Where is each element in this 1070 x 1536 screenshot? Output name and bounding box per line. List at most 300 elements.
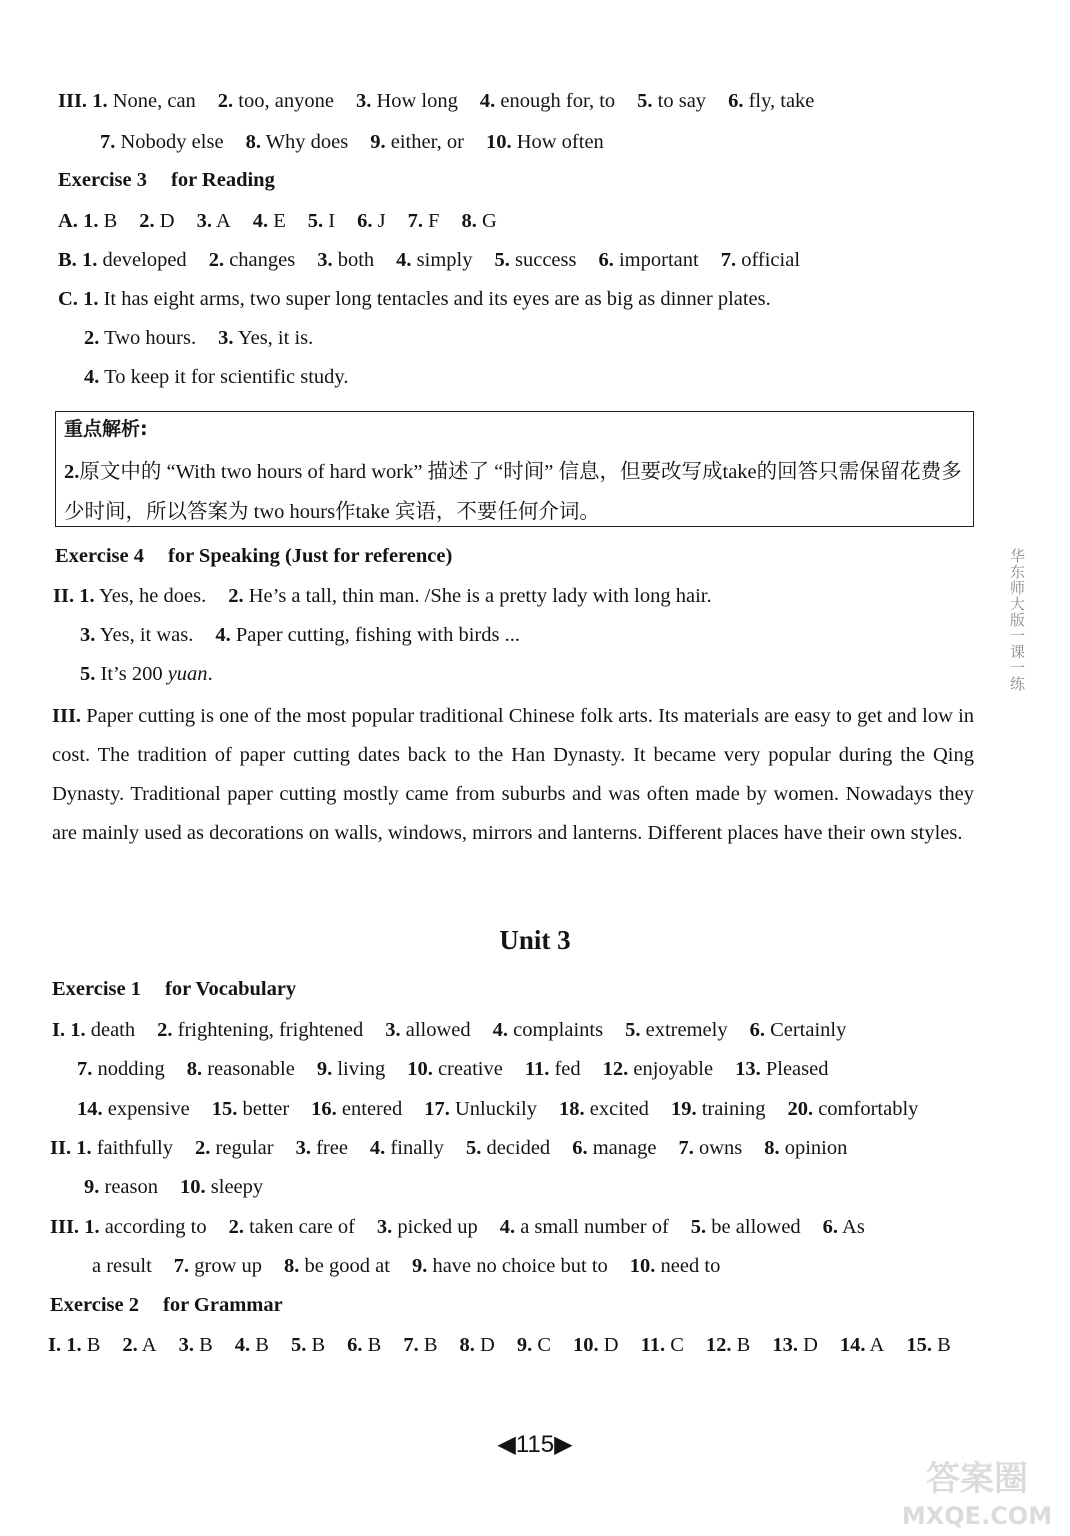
answer-text: too, anyone <box>238 90 334 112</box>
answer-text: Yes, it is. <box>237 327 314 349</box>
answer-text: changes <box>229 249 296 271</box>
answer-text: He’s a tall, thin man. /She is a pretty lady with long hair. <box>248 585 712 607</box>
item-number: 5. <box>494 249 510 271</box>
watermark-line-2: MXQE.COM <box>901 1502 1053 1530</box>
answer-item <box>197 208 231 234</box>
answer-line <box>58 286 771 312</box>
answer-line <box>77 1056 828 1082</box>
exercise-heading <box>55 543 452 569</box>
speaking-answer-5 <box>80 661 213 687</box>
key-analysis-box <box>55 411 974 527</box>
item-number: 6. <box>728 90 744 112</box>
answer-line <box>84 325 313 351</box>
answer-item <box>84 364 348 390</box>
item-number: 2. <box>195 1137 211 1159</box>
answer-text: excited <box>589 1098 649 1120</box>
answer-text: sleepy <box>210 1176 264 1198</box>
speaking-paragraph <box>52 697 974 853</box>
answer-line <box>77 1096 918 1122</box>
answer-line <box>48 1332 951 1358</box>
answer-item <box>357 208 385 234</box>
answer-text: opinion <box>784 1137 848 1159</box>
answer-text: B <box>311 1334 326 1356</box>
answer-text: Pleased <box>765 1058 829 1080</box>
item-number: 7. <box>678 1137 694 1159</box>
answer-text: according to <box>104 1216 207 1238</box>
item-number: 9. <box>84 1176 100 1198</box>
answer-item <box>246 129 349 155</box>
item-number: 2. <box>228 585 244 607</box>
answer-line <box>80 622 520 648</box>
item-number: 11. <box>524 1058 550 1080</box>
item-number: 8. <box>461 210 477 232</box>
answer-text: manage <box>592 1137 657 1159</box>
answer-text: J <box>377 210 386 232</box>
item-number: 2. <box>122 1334 138 1356</box>
answer-text: regular <box>215 1137 274 1159</box>
item-number: 7. <box>173 1255 190 1277</box>
answer-item <box>603 1056 713 1082</box>
answer-text: A <box>215 210 231 232</box>
item-number: 8. <box>284 1255 300 1277</box>
item-number: 4. <box>369 1137 386 1159</box>
answer-item <box>572 1135 656 1161</box>
answer-item <box>573 1332 619 1358</box>
item-number: 16. <box>311 1098 337 1120</box>
answer-line <box>58 247 800 273</box>
item-number: 3. <box>196 210 212 232</box>
answer-text: be good at <box>304 1255 390 1277</box>
answer-item <box>728 88 814 114</box>
answer-item <box>462 208 497 234</box>
answer-item <box>691 1214 801 1240</box>
answer-item <box>500 1214 669 1240</box>
answer-text: death <box>90 1019 136 1041</box>
exercise-number: Exercise 3 <box>58 169 147 191</box>
item-number: 1. <box>81 249 98 271</box>
item-number: 4. <box>84 366 100 388</box>
item-number: 4. <box>252 210 269 232</box>
answer-text: A <box>869 1334 885 1356</box>
answer-line <box>58 88 814 114</box>
item-number: 5. <box>625 1019 641 1041</box>
watermark-line-1: 答案圈 <box>926 1459 1028 1499</box>
item-number: 3. <box>317 249 333 271</box>
answer-text: both <box>337 249 375 271</box>
answer-item <box>823 1214 865 1240</box>
answer-item <box>750 1017 847 1043</box>
answer-text: Yes, it was. <box>99 624 194 646</box>
item-number: 10. <box>573 1334 599 1356</box>
item-number: 3. <box>80 624 96 646</box>
answer-text: B <box>736 1334 751 1356</box>
answer-item <box>58 88 196 114</box>
answer-item <box>317 1056 385 1082</box>
answer-text: allowed <box>405 1019 471 1041</box>
answer-item <box>180 1174 263 1200</box>
answer-text: A <box>141 1334 157 1356</box>
answer-line <box>52 1017 846 1043</box>
answer-item <box>100 129 224 155</box>
answer-item <box>187 1056 295 1082</box>
answer-text: To keep it for scientific study. <box>104 366 349 388</box>
item-number: 12. <box>705 1334 732 1356</box>
answer-text: B <box>199 1334 213 1356</box>
item-number: 1. <box>70 1019 86 1041</box>
answer-text: to say <box>657 90 707 112</box>
answer-text: finally <box>390 1137 444 1159</box>
item-number: 5. <box>465 1137 482 1159</box>
answer-line <box>84 364 348 390</box>
item-number: 4. <box>499 1216 516 1238</box>
item-number: 19. <box>670 1098 697 1120</box>
answer-text: a small number of <box>520 1216 669 1238</box>
item-number: 3. <box>385 1019 401 1041</box>
answer-text: Unluckily <box>454 1098 537 1120</box>
answer-text: I <box>328 210 336 232</box>
item-number: 2. <box>84 327 100 349</box>
answer-item <box>525 1056 581 1082</box>
answer-text: complaints <box>513 1019 604 1041</box>
analysis-body <box>64 452 964 532</box>
answer-text: B <box>937 1334 951 1356</box>
item-number: 9. <box>316 1058 333 1080</box>
answer-item <box>50 1214 207 1240</box>
item-number: 15. <box>211 1098 238 1120</box>
answer-text: D <box>159 210 175 232</box>
answer-line <box>53 583 712 609</box>
answer-text: owns <box>698 1137 743 1159</box>
item-number: 3. <box>218 327 234 349</box>
item-number: 2. <box>228 1216 244 1238</box>
answer-item <box>377 1214 478 1240</box>
answer-item <box>625 1017 727 1043</box>
item-number: 7. <box>720 249 737 271</box>
answer-text: It has eight arms, two super long tentacles and its eyes are as big as dinner plates. <box>103 288 771 310</box>
answer-text: B <box>423 1334 438 1356</box>
item-number: 4. <box>479 90 496 112</box>
analysis-title: 重点解析: <box>64 418 148 440</box>
item-number: 5. <box>637 90 653 112</box>
answer-item <box>48 1332 100 1358</box>
answer-item <box>84 1174 158 1200</box>
answer-item <box>493 1017 603 1043</box>
answer-item <box>370 129 464 155</box>
answer-item <box>706 1332 750 1358</box>
answer-text: D <box>803 1334 818 1356</box>
answer-item <box>637 88 706 114</box>
answer-item <box>58 208 117 234</box>
answer-item <box>347 1332 381 1358</box>
answer-item <box>412 1253 608 1279</box>
item-number: 2. <box>64 461 80 483</box>
answer-item <box>906 1332 950 1358</box>
item-number: 2. <box>139 210 155 232</box>
answer-text: free <box>316 1137 348 1159</box>
answer-text: Yes, he does. <box>98 585 207 607</box>
answer-text: success <box>515 249 577 271</box>
answer-item <box>424 1096 537 1122</box>
item-number: 9. <box>411 1255 428 1277</box>
answer-line <box>50 1214 865 1240</box>
answer-item <box>385 1017 470 1043</box>
item-number: 5. <box>80 663 96 685</box>
item-number: 4. <box>396 249 412 271</box>
answer-text: Why does <box>265 131 349 153</box>
item-number: 17. <box>424 1098 450 1120</box>
item-number: 1. <box>83 210 99 232</box>
answer-item <box>296 1135 348 1161</box>
answer-item <box>772 1332 818 1358</box>
answer-item <box>122 1332 156 1358</box>
answer-item <box>403 1332 437 1358</box>
section-label: III. <box>50 1216 80 1238</box>
answer-line <box>84 1174 263 1200</box>
item-number: 2. <box>217 90 234 112</box>
answer-item <box>460 1332 495 1358</box>
answer-item <box>764 1135 847 1161</box>
answer-item <box>212 1096 289 1122</box>
answer-item <box>559 1096 649 1122</box>
answer-line <box>58 208 497 234</box>
item-number: 1. <box>83 288 99 310</box>
answer-item <box>229 1214 355 1240</box>
side-series-label: 华东师大版一课一练 <box>1008 548 1026 692</box>
answer-item <box>641 1332 684 1358</box>
item-number: 8. <box>245 131 261 153</box>
item-number: 8. <box>764 1137 780 1159</box>
item-number: 11. <box>640 1334 666 1356</box>
item-number: 2. <box>157 1019 173 1041</box>
answer-item <box>517 1332 551 1358</box>
arrow-left-icon: ◀ <box>497 1431 516 1458</box>
answer-item <box>308 208 335 234</box>
answer-text: D <box>603 1334 619 1356</box>
section-label: I. <box>52 1019 66 1041</box>
item-number: 10. <box>485 131 512 153</box>
answer-item <box>58 286 771 312</box>
item-number: 3. <box>178 1334 194 1356</box>
answer-item <box>157 1017 363 1043</box>
answer-text: faithfully <box>96 1137 174 1159</box>
answer-text: either, or <box>390 131 464 153</box>
answer-text: reason <box>104 1176 159 1198</box>
section-label: III. <box>52 705 82 727</box>
item-number: 7. <box>407 210 423 232</box>
item-number: 9. <box>516 1334 533 1356</box>
answer-item <box>228 583 711 609</box>
item-number: 10. <box>407 1058 433 1080</box>
item-number: 6. <box>347 1334 363 1356</box>
item-number: 9. <box>370 131 386 153</box>
item-number: 10. <box>180 1176 206 1198</box>
answer-text: frightening, frightened <box>177 1019 364 1041</box>
answer-item <box>92 1253 152 1279</box>
item-number: 7. <box>100 131 116 153</box>
arrow-right-icon: ▶ <box>554 1431 573 1458</box>
item-number: 12. <box>602 1058 629 1080</box>
answer-text: reasonable <box>207 1058 295 1080</box>
answer-text: D <box>480 1334 495 1356</box>
section-label: II. <box>53 585 75 607</box>
answer-item <box>218 88 334 114</box>
answer-text: Nobody else <box>120 131 224 153</box>
exercise-number: Exercise 4 <box>55 545 144 567</box>
answer-item <box>735 1056 828 1082</box>
section-label: II. <box>50 1137 72 1159</box>
answer-text: need to <box>660 1255 721 1277</box>
answer-text: C <box>537 1334 552 1356</box>
exercise-number: Exercise 1 <box>52 978 141 1000</box>
section-label: A. <box>58 210 78 232</box>
answer-item <box>311 1096 402 1122</box>
answer-item <box>52 1017 135 1043</box>
answer-item <box>218 325 313 351</box>
answer-text: developed <box>102 249 187 271</box>
answer-item <box>58 247 187 273</box>
answer-item <box>139 208 174 234</box>
paragraph-text: Paper cutting is one of the most popular traditional Chinese folk arts. Its materials are easy to get and low in cost. The tradition of paper cutting dates back to the Han Dynasty. It became very popular during the Qing Dynasty. Traditional paper cutting mostly came from suburbs and was often made by women. Nowadays they are mainly used as decorations on walls, windows, mirrors and lanterns. Different places have their own styles. <box>52 705 975 844</box>
answer-item <box>486 129 604 155</box>
answer-text: picked up <box>397 1216 478 1238</box>
answer-text: enough for, to <box>500 90 616 112</box>
item-number: 8. <box>186 1058 203 1080</box>
answer-text: living <box>337 1058 386 1080</box>
item-number: 3. <box>355 90 372 112</box>
answer-item <box>408 208 440 234</box>
answer-item <box>284 1253 390 1279</box>
answer-text: have no choice but to <box>432 1255 608 1277</box>
answer-item <box>84 325 196 351</box>
answer-line <box>92 1253 720 1279</box>
answer-text: fly, take <box>748 90 815 112</box>
item-number: 1. <box>66 1334 82 1356</box>
answer-text: training <box>701 1098 766 1120</box>
item-number: 18. <box>558 1098 585 1120</box>
answer-text: How often <box>516 131 604 153</box>
item-number: 5. <box>307 210 324 232</box>
item-number: 2. <box>208 249 225 271</box>
answer-text: F <box>428 210 440 232</box>
answer-text: important <box>618 249 699 271</box>
item-number: 7. <box>77 1058 93 1080</box>
item-number: 1. <box>84 1216 100 1238</box>
answer-text: As <box>842 1216 865 1238</box>
item-number: 4. <box>234 1334 251 1356</box>
answer-text: B <box>255 1334 269 1356</box>
item-number: 13. <box>772 1334 798 1356</box>
answer-item <box>195 1135 274 1161</box>
item-number: 6. <box>572 1137 588 1159</box>
answer-item <box>317 247 374 273</box>
answer-item <box>630 1253 721 1279</box>
answer-item <box>598 247 698 273</box>
answer-text: Certainly <box>770 1019 847 1041</box>
answer-text: better <box>242 1098 290 1120</box>
item-number: 7. <box>403 1334 419 1356</box>
item-number: 5. <box>290 1334 307 1356</box>
item-number: 10. <box>629 1255 656 1277</box>
answer-item <box>77 1096 190 1122</box>
answer-text: taken care of <box>249 1216 355 1238</box>
answer-item <box>396 247 472 273</box>
answer-text: fed <box>554 1058 581 1080</box>
answer-text: G <box>482 210 497 232</box>
answer-item <box>678 1135 742 1161</box>
exercise-number: Exercise 2 <box>50 1294 139 1316</box>
section-label: III. <box>58 90 88 112</box>
item-number: 15. <box>906 1334 932 1356</box>
answer-item <box>235 1332 269 1358</box>
answer-item <box>407 1056 503 1082</box>
item-number: 3. <box>376 1216 393 1238</box>
answer-text: grow up <box>194 1255 263 1277</box>
answer-text: be allowed <box>711 1216 801 1238</box>
exercise-skill: for Reading <box>171 169 275 191</box>
exercise-skill: for Speaking (Just for reference) <box>168 545 453 567</box>
item-number: 4. <box>215 624 231 646</box>
section-label: I. <box>48 1334 62 1356</box>
answer-text: None, can <box>112 90 196 112</box>
page-number-value: 115 <box>515 1431 555 1458</box>
answer-text: B <box>367 1334 382 1356</box>
answer-item <box>253 208 286 234</box>
answer-text: C <box>670 1334 684 1356</box>
answer-item <box>53 583 206 609</box>
answer-text: official <box>741 249 801 271</box>
answer-text: E <box>273 210 286 232</box>
item-number: 20. <box>787 1098 814 1120</box>
answer-text: a result <box>92 1255 152 1277</box>
unit-title: Unit 3 <box>499 925 571 955</box>
answer-item <box>209 247 296 273</box>
item-number: 5. <box>690 1216 707 1238</box>
answer-item <box>179 1332 213 1358</box>
exercise-skill: for Vocabulary <box>165 978 297 1000</box>
answer-item <box>370 1135 444 1161</box>
answer-text: How long <box>376 90 458 112</box>
analysis-text: 原文中的 “With two hours of hard work” 描述了 “时间” 信息，但要改写成take的回答只需保留花费多少时间，所以答案为 two hours作take 宾语，不要任何介词。 <box>64 461 962 523</box>
item-number: 14. <box>77 1098 103 1120</box>
answer-text: Two hours. <box>104 327 197 349</box>
answer-item <box>466 1135 550 1161</box>
answer-text: extremely <box>645 1019 728 1041</box>
exercise-skill: for Grammar <box>163 1294 283 1316</box>
answer-text: decided <box>486 1137 551 1159</box>
exercise-heading <box>50 1292 283 1318</box>
answer-text: comfortably <box>818 1098 919 1120</box>
answer-text: Paper cutting, fishing with birds ... <box>235 624 520 646</box>
answer-item <box>215 622 520 648</box>
answer-punct: . <box>207 663 213 685</box>
answer-item <box>495 247 577 273</box>
answer-text: It’s 200 <box>100 663 168 685</box>
answer-item <box>840 1332 884 1358</box>
answer-item <box>356 88 458 114</box>
answer-item <box>80 622 193 648</box>
answer-item <box>50 1135 173 1161</box>
item-number: 6. <box>822 1216 839 1238</box>
answer-line <box>50 1135 847 1161</box>
section-label: B. <box>58 249 77 271</box>
answer-text: simply <box>416 249 473 271</box>
item-number: 4. <box>492 1019 509 1041</box>
answer-text: B <box>103 210 118 232</box>
answer-item <box>671 1096 766 1122</box>
section-label: C. <box>58 288 78 310</box>
answer-text: nodding <box>97 1058 165 1080</box>
answer-italic: yuan <box>167 663 208 685</box>
